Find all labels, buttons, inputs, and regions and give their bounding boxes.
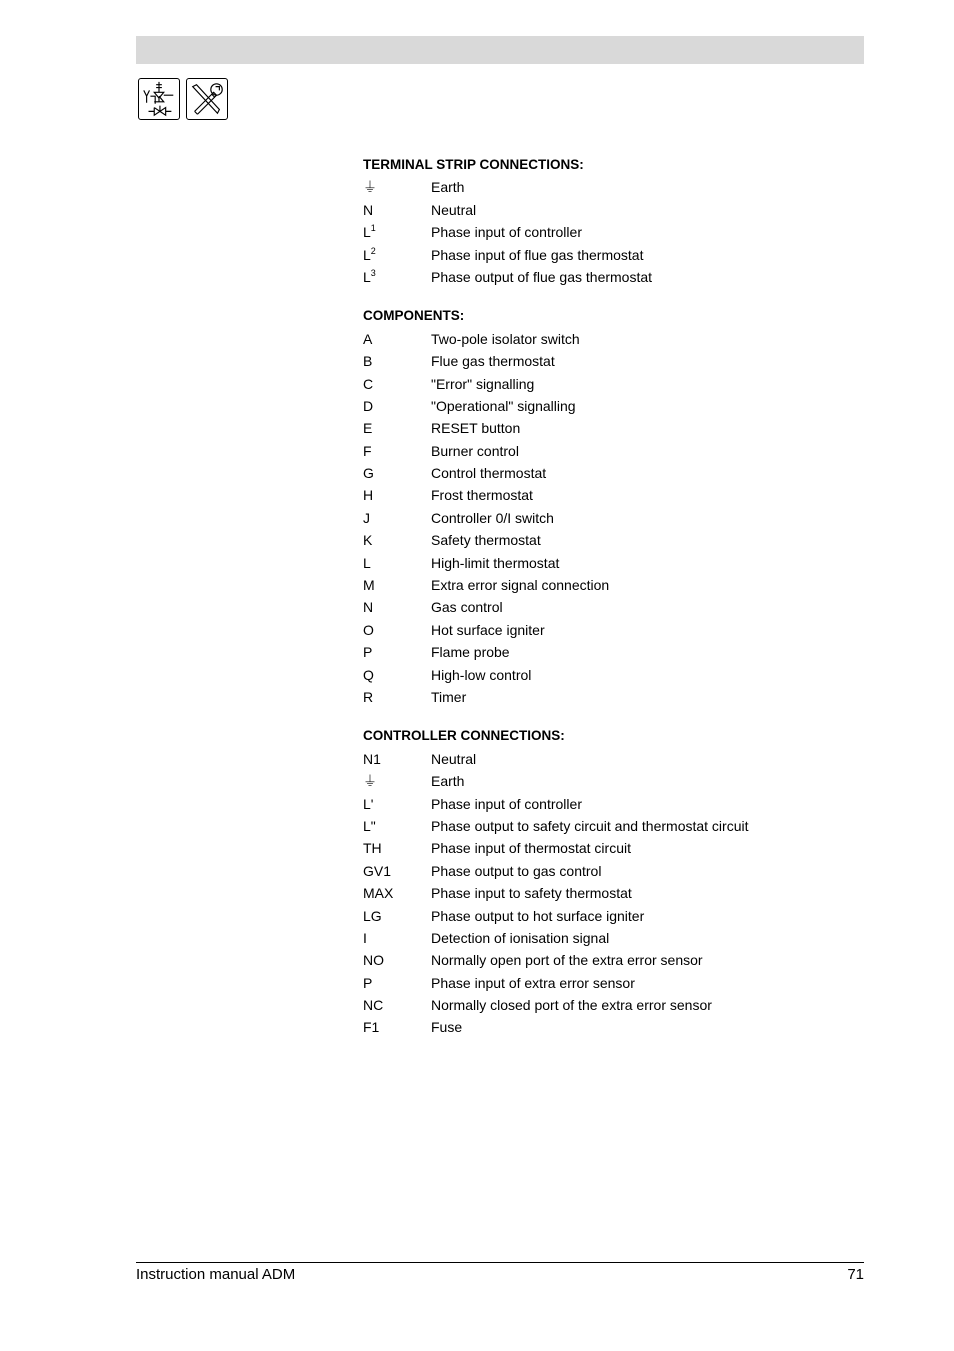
item-code: P (363, 974, 373, 991)
item-code: $L^3$ (363, 267, 376, 285)
list-item (363, 529, 803, 551)
page-number: 71 (847, 1266, 864, 1283)
item-code: F1 (363, 1019, 380, 1036)
item-code: K (363, 532, 373, 549)
item-description: High-low control (431, 666, 532, 683)
terminal-strip-section (363, 154, 803, 288)
list-item (363, 686, 803, 708)
list-item (363, 574, 803, 596)
item-description: Earth (431, 179, 465, 196)
item-description: Timer (431, 688, 467, 705)
list-item (363, 484, 803, 506)
item-code: H (363, 487, 374, 504)
item-description: Burner control (431, 442, 519, 459)
header-bar (136, 36, 864, 64)
item-code: TH (363, 840, 382, 857)
item-description: Phase input of flue gas thermostat (431, 246, 644, 263)
item-code: MAX (363, 885, 394, 902)
item-description: Fuse (431, 1019, 463, 1036)
item-code: L' (363, 795, 374, 812)
item-code: N (363, 201, 374, 218)
item-code: N1 (363, 750, 381, 767)
item-description: Phase input of extra error sensor (431, 974, 635, 991)
list-item (363, 328, 803, 350)
item-code: I (363, 929, 367, 946)
item-code: D (363, 397, 374, 414)
list-item (363, 664, 803, 686)
list-item (363, 199, 803, 221)
list-item (363, 972, 803, 994)
item-description: Controller 0/I switch (431, 509, 554, 526)
item-code: R (363, 688, 374, 705)
item-description: Frost thermostat (431, 487, 533, 504)
item-code: Q (363, 666, 374, 683)
list-item (363, 793, 803, 815)
item-code: C (363, 375, 374, 392)
item-description: Neutral (431, 201, 477, 218)
item-code: E (363, 420, 373, 437)
installation-diagram-icon (138, 78, 180, 120)
item-description: Phase input to safety thermostat (431, 885, 632, 902)
item-description: Safety thermostat (431, 532, 541, 549)
footer-divider (136, 1262, 864, 1263)
item-code: LG (363, 907, 382, 924)
legend-content (363, 154, 803, 1056)
item-code: A (363, 330, 373, 347)
item-code: G (363, 465, 374, 482)
footer-document-title: Instruction manual ADM (136, 1266, 296, 1283)
item-description: Normally open port of the extra error sensor (431, 952, 703, 969)
item-description: Gas control (431, 599, 503, 616)
item-code: M (363, 577, 375, 594)
list-item (363, 350, 803, 372)
list-item (363, 440, 803, 462)
list-item (363, 417, 803, 439)
item-description: Earth (431, 773, 465, 790)
list-item (363, 994, 803, 1016)
list-item (363, 927, 803, 949)
item-code: F (363, 442, 372, 459)
item-description: Hot surface igniter (431, 621, 545, 638)
item-description: Flue gas thermostat (431, 353, 555, 370)
item-description: Normally closed port of the extra error sensor (431, 997, 712, 1014)
item-description: Two-pole isolator switch (431, 330, 580, 347)
terminal-strip-title: TERMINAL STRIP CONNECTIONS: (363, 157, 584, 172)
item-code: NO (363, 952, 384, 969)
item-description: Phase output of flue gas thermostat (431, 268, 653, 285)
item-description: Phase output to safety circuit and thermostat circuit (431, 817, 749, 834)
earth-symbol: ⏚ (363, 179, 377, 196)
item-description: Phase output to gas control (431, 862, 602, 879)
list-item (363, 882, 803, 904)
item-code: P (363, 644, 373, 661)
list-item (363, 815, 803, 837)
list-item (363, 837, 803, 859)
item-description: Control thermostat (431, 465, 547, 482)
list-item (363, 770, 803, 792)
item-code: N (363, 599, 374, 616)
item-description: Extra error signal connection (431, 577, 610, 594)
list-item (363, 373, 803, 395)
controller-connections-title: CONTROLLER CONNECTIONS: (363, 728, 565, 744)
item-description: Neutral (431, 750, 477, 767)
item-code: L" (363, 817, 376, 834)
item-description: Flame probe (431, 644, 510, 661)
item-description: RESET button (431, 420, 521, 437)
list-item (363, 395, 803, 417)
tools-icon (186, 78, 228, 120)
item-description: "Error" signalling (431, 375, 535, 392)
list-item (363, 552, 803, 574)
item-description: High-limit thermostat (431, 554, 560, 571)
list-item (363, 244, 803, 266)
item-code: B (363, 353, 373, 370)
item-code: $L^1$ (363, 223, 376, 241)
item-description: Phase input of controller (431, 795, 582, 812)
item-code: GV1 (363, 862, 392, 879)
item-description: "Operational" signalling (431, 397, 576, 414)
item-description: Detection of ionisation signal (431, 929, 610, 946)
item-description: Phase input of controller (431, 224, 582, 241)
list-item (363, 905, 803, 927)
controller-connections-section (363, 725, 803, 1038)
list-item (363, 860, 803, 882)
list-item (363, 748, 803, 770)
list-item (363, 176, 803, 198)
item-code: $L^2$ (363, 245, 376, 263)
list-item (363, 462, 803, 484)
list-item (363, 266, 803, 288)
earth-symbol: ⏚ (363, 773, 377, 790)
list-item (363, 1016, 803, 1038)
list-item (363, 641, 803, 663)
list-item (363, 507, 803, 529)
item-description: Phase output to hot surface igniter (431, 907, 645, 924)
components-title: COMPONENTS: (363, 308, 465, 324)
list-item (363, 596, 803, 618)
item-code: L (363, 554, 371, 571)
list-item (363, 619, 803, 641)
components-section (363, 305, 803, 708)
item-description: Phase input of thermostat circuit (431, 840, 631, 857)
list-item (363, 949, 803, 971)
item-code: J (363, 509, 370, 526)
item-code: NC (363, 997, 384, 1014)
item-code: O (363, 621, 374, 638)
list-item (363, 221, 803, 243)
